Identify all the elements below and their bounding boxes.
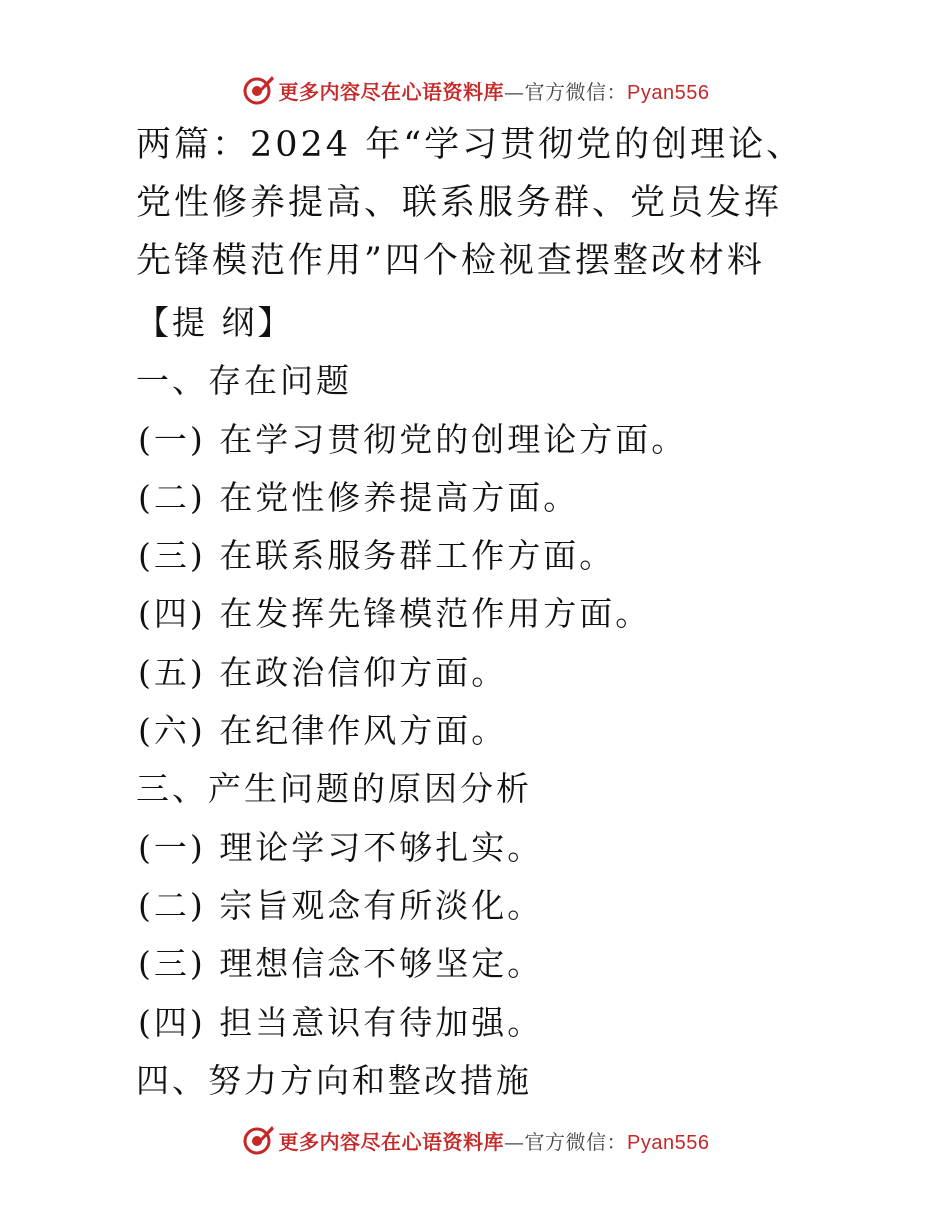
outline-item: (三) 在联系服务群工作方面。: [138, 536, 616, 576]
watermark-separator: —: [504, 79, 525, 104]
section-heading: 三、产生问题的原因分析: [136, 769, 532, 809]
outline-item: (四) 在发挥先锋模范作用方面。: [138, 594, 652, 634]
outline-item: (五) 在政治信仰方面。: [138, 652, 508, 692]
watermark-text: [279, 1126, 710, 1155]
section-heading: 四、努力方向和整改措施: [136, 1060, 532, 1100]
watermark-lead: 更多内容尽在心语资料库: [278, 1129, 505, 1154]
outline-item: (四) 担当意识有待加强。: [138, 1002, 544, 1042]
watermark-header: [0, 72, 950, 108]
watermark-separator: —: [504, 1129, 525, 1154]
outline-item: (六) 在纪律作风方面。: [138, 711, 508, 751]
outline-item: (三) 理想信念不够坚定。: [138, 944, 544, 984]
watermark-text: [279, 76, 710, 105]
outline-item: (一) 在学习贯彻党的创理论方面。: [138, 419, 688, 459]
outline-heading: 【提 纲】: [136, 303, 294, 342]
section-heading: 一、存在问题: [136, 361, 352, 401]
watermark-lead: 更多内容尽在心语资料库: [278, 79, 505, 104]
outline-item: (二) 宗旨观念有所淡化。: [138, 885, 544, 925]
outline-item: (二) 在党性修养提高方面。: [138, 477, 580, 517]
watermark-id: Pyan556: [627, 81, 710, 104]
title-line: 党性修养提高、联系服务群、党员发挥: [136, 183, 783, 223]
title-line: 两篇：2024 年“学习贯彻党的创理论、: [136, 125, 805, 165]
outline-item: (一) 理论学习不够扎实。: [138, 827, 544, 867]
document-title: [136, 116, 856, 290]
pen-logo-icon: [241, 73, 275, 107]
watermark-middle: 官方微信：: [524, 1129, 628, 1154]
outline-list: [136, 294, 876, 1110]
pen-logo-icon: [241, 1123, 275, 1157]
title-line: 先锋模范作用”四个检视查摆整改材料: [136, 241, 765, 281]
watermark-footer: [0, 1122, 950, 1158]
watermark-id: Pyan556: [627, 1131, 710, 1154]
watermark-middle: 官方微信：: [524, 79, 628, 104]
